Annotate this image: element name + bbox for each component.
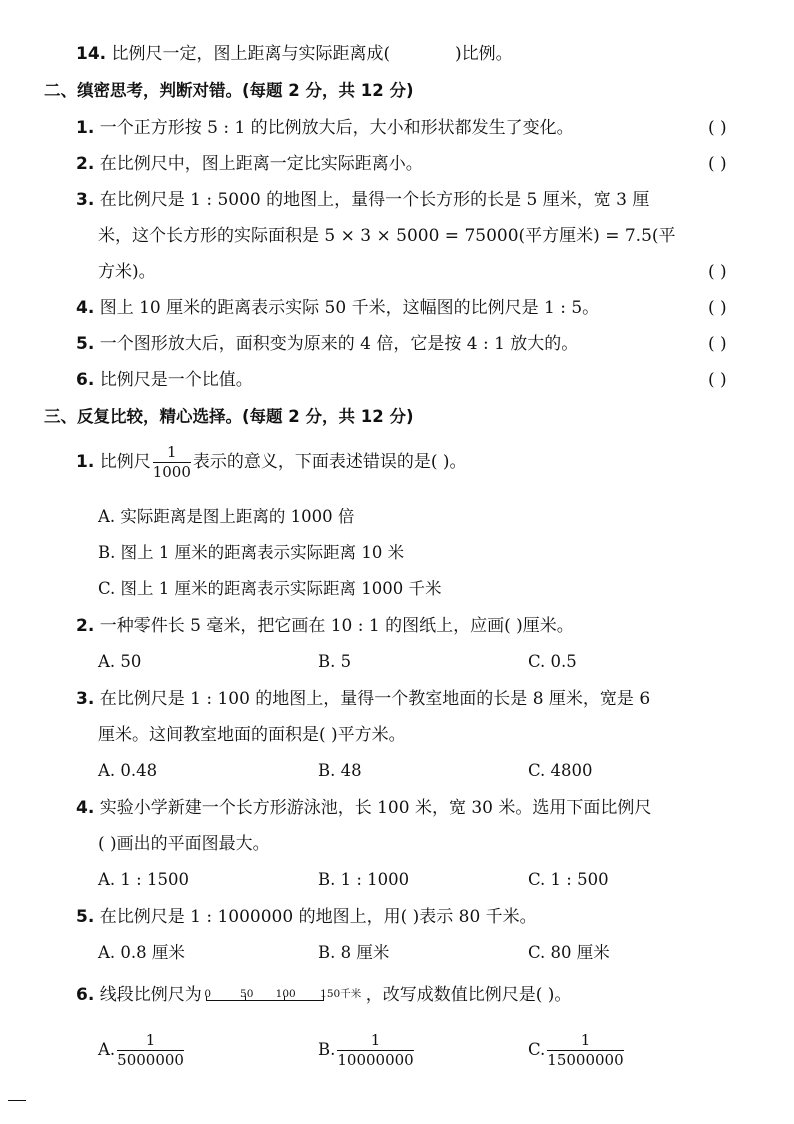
question-number: 2. (76, 616, 95, 636)
fraction-numerator: 1 (547, 1033, 623, 1051)
fraction-denominator: 10000000 (337, 1051, 414, 1069)
scale-fraction (153, 445, 191, 480)
answer-paren[interactable]: ( ) (708, 334, 727, 354)
option-label: C. (528, 1040, 546, 1059)
option-c[interactable] (528, 1030, 626, 1070)
section-3-title: 三、反复比较，精心选择。(每题 2 分，共 12 分) (44, 407, 414, 426)
option-b[interactable] (318, 1030, 416, 1070)
line-scale-diagram (204, 985, 364, 1007)
question-text: 在比例尺是 1 : 5000 的地图上，量得一个长方形的长是 5 厘米，宽 3 厘 (99, 190, 650, 210)
option-a[interactable]: A. 0.8 厘米 (98, 943, 185, 962)
option-fraction (117, 1033, 184, 1068)
answer-paren[interactable]: ( ) (708, 370, 727, 390)
judge-item-3-line-2: 米，这个长方形的实际面积是 5 × 3 × 5000 = 75000(平方厘米) = 7.5(平 (98, 226, 676, 246)
question-number: 1. (76, 452, 95, 472)
question-number: 4. (76, 798, 95, 818)
question-number: 5. (76, 334, 95, 354)
scale-label: 0 (204, 987, 212, 1000)
option-a[interactable] (98, 1030, 186, 1070)
scale-label: 100 (275, 987, 296, 1000)
judge-item-3-line-3: 方米)。 (98, 262, 156, 282)
answer-paren[interactable]: ( ) (708, 262, 727, 282)
option-label: A. (98, 1040, 116, 1059)
option-c[interactable]: C. 图上 1 厘米的距离表示实际距离 1000 千米 (98, 579, 442, 598)
question-text: 一个图形放大后，面积变为原来的 4 倍，它是按 4 : 1 放大的。 (99, 334, 579, 354)
answer-paren[interactable]: ( ) (708, 118, 727, 138)
judge-item-6 (76, 369, 253, 391)
judge-item-5 (76, 333, 578, 355)
question-number: 3. (76, 190, 95, 210)
question-text: 在比例尺中，图上距离一定比实际距离小。 (99, 154, 423, 174)
choice-item-1 (76, 442, 467, 482)
question-text: 一种零件长 5 毫米，把它画在 10 : 1 的图纸上，应画( )厘米。 (99, 616, 574, 636)
scale-line (206, 1000, 324, 1001)
option-a[interactable]: A. 50 (98, 652, 142, 671)
option-b[interactable]: B. 8 厘米 (318, 943, 390, 962)
question-number: 4. (76, 298, 95, 318)
fraction-denominator: 15000000 (547, 1051, 624, 1069)
scale-label: 50 (240, 987, 254, 1000)
judge-item-3 (76, 189, 649, 211)
page-edge-mark (8, 1100, 26, 1101)
question-text: 比例尺一定，图上距离与实际距离成( (111, 44, 391, 64)
question-text: 比例尺 (99, 452, 151, 472)
option-c[interactable]: C. 4800 (528, 761, 593, 780)
question-number: 6. (76, 370, 95, 390)
scale-label: 150千米 (320, 987, 362, 1000)
option-fraction (547, 1033, 623, 1068)
option-a[interactable]: A. 0.48 (98, 761, 158, 780)
fraction-numerator: 1 (117, 1033, 184, 1051)
option-b[interactable]: B. 5 (318, 652, 352, 671)
question-number: 2. (76, 154, 95, 174)
option-c[interactable]: C. 0.5 (528, 652, 577, 671)
answer-paren[interactable]: ( ) (708, 298, 727, 318)
choice-item-3 (76, 688, 650, 710)
choice-item-3-line-2: 厘米。这间教室地面的面积是( )平方米。 (98, 725, 406, 745)
option-c[interactable]: C. 80 厘米 (528, 943, 610, 962)
option-a[interactable]: A. 实际距离是图上距离的 1000 倍 (98, 507, 355, 526)
question-number: 3. (76, 689, 95, 709)
choice-item-2 (76, 615, 574, 637)
question-number: 14. (76, 44, 107, 64)
question-text: 表示的意义，下面表述错误的是( )。 (192, 452, 467, 472)
section-2-title: 二、缜密思考，判断对错。(每题 2 分，共 12 分) (44, 81, 414, 100)
question-text: 实验小学新建一个长方形游泳池，长 100 米，宽 30 米。选用下面比例尺 (99, 798, 652, 818)
question-number: 6. (76, 985, 95, 1005)
answer-paren[interactable]: ( ) (708, 154, 727, 174)
fraction-numerator: 1 (337, 1033, 413, 1051)
judge-item-2 (76, 153, 423, 175)
question-text: 线段比例尺为 (99, 985, 202, 1005)
question-text: 在比例尺是 1 : 100 的地图上，量得一个教室地面的长是 8 厘米，宽是 6 (99, 689, 651, 709)
question-text: 图上 10 厘米的距离表示实际 50 千米，这幅图的比例尺是 1 : 5。 (99, 298, 600, 318)
question-tail: )比例。 (455, 44, 513, 64)
option-b[interactable]: B. 48 (318, 761, 362, 780)
option-fraction (337, 1033, 413, 1068)
option-a[interactable]: A. 1 : 1500 (98, 870, 189, 889)
option-b[interactable]: B. 图上 1 厘米的距离表示实际距离 10 米 (98, 543, 405, 562)
question-text: ，改写成数值比例尺是( )。 (365, 985, 572, 1005)
question-number: 1. (76, 118, 95, 138)
choice-item-4 (76, 797, 651, 819)
question-number: 5. (76, 907, 95, 927)
fraction-numerator: 1 (153, 445, 191, 463)
answer-blank[interactable] (390, 44, 455, 64)
judge-item-4 (76, 297, 599, 319)
option-c[interactable]: C. 1 : 500 (528, 870, 609, 889)
question-14 (76, 43, 513, 65)
choice-item-6 (76, 984, 571, 1007)
fraction-denominator: 5000000 (117, 1051, 184, 1069)
question-text: 比例尺是一个比值。 (99, 370, 253, 390)
fraction-denominator: 1000 (152, 463, 191, 481)
judge-item-1 (76, 117, 574, 139)
option-label: B. (318, 1040, 336, 1059)
choice-item-5 (76, 906, 537, 928)
option-b[interactable]: B. 1 : 1000 (318, 870, 410, 889)
choice-item-4-line-2: ( )画出的平面图最大。 (98, 834, 270, 854)
question-text: 在比例尺是 1 : 1000000 的地图上，用( )表示 80 千米。 (99, 907, 537, 927)
question-text: 一个正方形按 5 : 1 的比例放大后，大小和形状都发生了变化。 (99, 118, 574, 138)
